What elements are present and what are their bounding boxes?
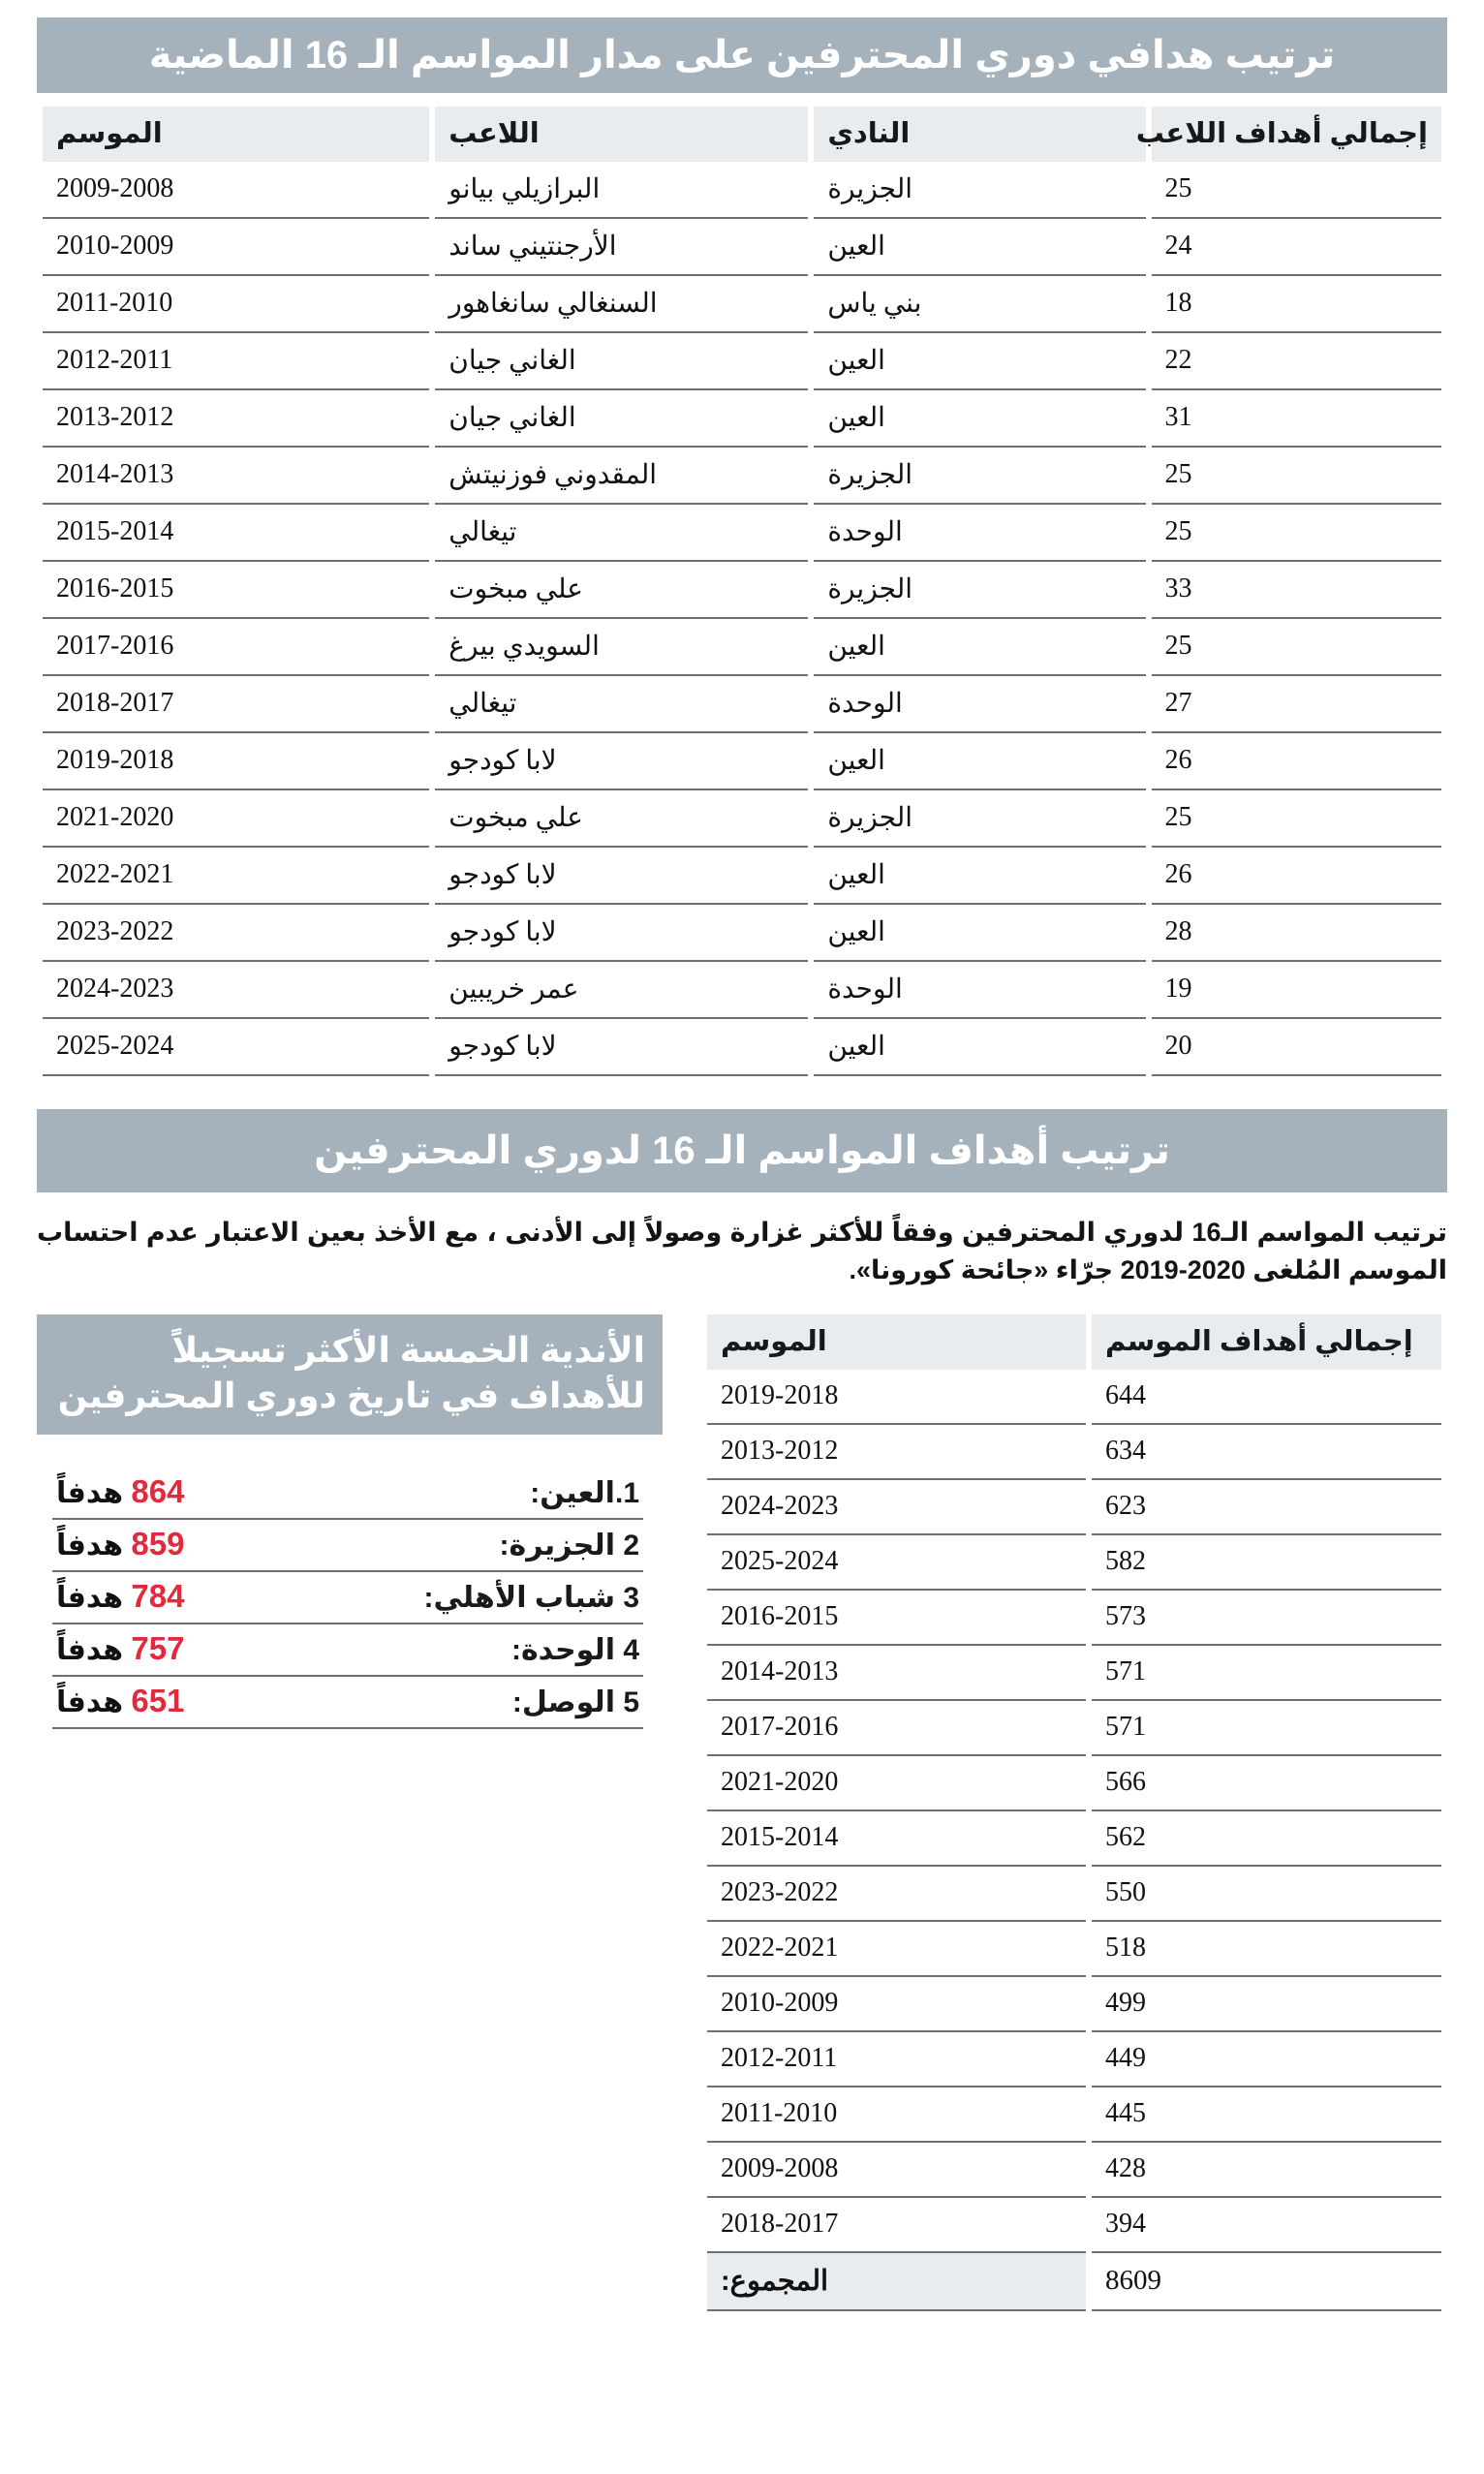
cell-club: بني ياس xyxy=(814,276,1145,333)
lower-area xyxy=(37,1314,1447,2311)
table-row xyxy=(43,905,1441,962)
cell-season-goals: 550 xyxy=(1092,1867,1441,1922)
infographic-page xyxy=(0,17,1484,2474)
list-item xyxy=(52,1572,643,1624)
table-row xyxy=(707,1867,1441,1922)
table-row xyxy=(707,2087,1441,2143)
table-row xyxy=(707,1756,1441,1811)
table-row xyxy=(707,1535,1441,1591)
cell-goals: 33 xyxy=(1152,562,1441,619)
cell-season-goals: 428 xyxy=(1092,2143,1441,2198)
top-clubs-list xyxy=(37,1468,663,1729)
cell-player: لابا كودجو xyxy=(435,905,808,962)
goal-unit-label: هدفاً xyxy=(56,1476,124,1509)
cell-season: 2018-2017 xyxy=(707,2198,1086,2253)
cell-player: السويدي بيرغ xyxy=(435,619,808,676)
club-goal-value: 859 xyxy=(131,1525,185,1562)
cell-season-goals: 445 xyxy=(1092,2087,1441,2143)
cell-player: لابا كودجو xyxy=(435,1019,808,1076)
col-header-season-total-goals: إجمالي أهداف الموسم xyxy=(1092,1314,1441,1370)
table-row xyxy=(707,1922,1441,1977)
table-row xyxy=(707,2143,1441,2198)
cell-season: 2019-2018 xyxy=(707,1370,1086,1425)
cell-season-goals: 449 xyxy=(1092,2032,1441,2087)
cell-player: الأرجنتيني ساند xyxy=(435,219,808,276)
cell-goals: 19 xyxy=(1152,962,1441,1019)
cell-season: 2010-2009 xyxy=(43,219,429,276)
cell-club: الجزيرة xyxy=(814,448,1145,505)
club-goal-value: 864 xyxy=(131,1472,185,1509)
top-clubs-title: الأندية الخمسة الأكثر تسجيلاً للأهداف في تاريخ دوري المحترفين xyxy=(37,1314,663,1435)
top-clubs-panel xyxy=(37,1314,663,1729)
cell-season: 2023-2022 xyxy=(707,1867,1086,1922)
table-total-row xyxy=(707,2253,1441,2311)
cell-season-goals: 573 xyxy=(1092,1591,1441,1646)
cell-player: علي مبخوت xyxy=(435,790,808,848)
goal-unit-label: هدفاً xyxy=(56,1581,124,1614)
second-section-title: ترتيب أهداف المواسم الـ 16 لدوري المحترفين xyxy=(37,1109,1447,1192)
table-row xyxy=(43,162,1441,219)
cell-season-goals: 562 xyxy=(1092,1811,1441,1867)
table-row xyxy=(43,676,1441,733)
cell-season: 2011-2010 xyxy=(707,2087,1086,2143)
cell-player: المقدوني فوزنيتش xyxy=(435,448,808,505)
table-row xyxy=(43,619,1441,676)
table-row xyxy=(43,276,1441,333)
col-header-club: النادي xyxy=(814,107,1145,162)
club-goal-value: 651 xyxy=(131,1682,185,1718)
club-goal-value: 784 xyxy=(131,1577,185,1614)
goal-unit-label: هدفاً xyxy=(56,1633,124,1666)
cell-club: العين xyxy=(814,390,1145,448)
club-goal-value: 757 xyxy=(131,1629,185,1666)
cell-season: 2025-2024 xyxy=(707,1535,1086,1591)
top-scorers-table-body xyxy=(43,162,1441,1076)
top-section-title: ترتيب هدافي دوري المحترفين على مدار المواسم الـ 16 الماضية xyxy=(37,17,1447,93)
cell-season: 2013-2012 xyxy=(707,1425,1086,1480)
cell-club: العين xyxy=(814,848,1145,905)
top-scorers-table-head xyxy=(43,107,1441,162)
list-item xyxy=(52,1520,643,1572)
cell-goals: 25 xyxy=(1152,448,1441,505)
cell-club: الجزيرة xyxy=(814,162,1145,219)
cell-player: لابا كودجو xyxy=(435,848,808,905)
club-name: 1.العين: xyxy=(530,1476,639,1509)
seasons-table-body xyxy=(707,1370,1441,2311)
cell-goals: 25 xyxy=(1152,505,1441,562)
table-row xyxy=(707,2198,1441,2253)
cell-season: 2017-2016 xyxy=(43,619,429,676)
club-name: 4 الوحدة: xyxy=(510,1633,639,1666)
cell-season: 2021-2020 xyxy=(707,1756,1086,1811)
cell-goals: 26 xyxy=(1152,848,1441,905)
cell-season-goals: 394 xyxy=(1092,2198,1441,2253)
cell-season: 2022-2021 xyxy=(707,1922,1086,1977)
cell-player: لابا كودجو xyxy=(435,733,808,790)
cell-season: 2023-2022 xyxy=(43,905,429,962)
cell-season-goals: 634 xyxy=(1092,1425,1441,1480)
cell-goals: 27 xyxy=(1152,676,1441,733)
table-row xyxy=(707,1480,1441,1535)
cell-club: العين xyxy=(814,733,1145,790)
cell-season: 2024-2023 xyxy=(43,962,429,1019)
top-scorers-table-wrap xyxy=(37,107,1447,1076)
cell-season-goals: 566 xyxy=(1092,1756,1441,1811)
club-score xyxy=(56,1526,184,1562)
table-row xyxy=(707,1591,1441,1646)
cell-club: العين xyxy=(814,219,1145,276)
table-row xyxy=(43,505,1441,562)
cell-season: 2015-2014 xyxy=(707,1811,1086,1867)
cell-player: البرازيلي بيانو xyxy=(435,162,808,219)
list-item xyxy=(52,1468,643,1520)
cell-goals: 18 xyxy=(1152,276,1441,333)
cell-season-goals: 582 xyxy=(1092,1535,1441,1591)
cell-goals: 31 xyxy=(1152,390,1441,448)
table-row xyxy=(707,1646,1441,1701)
cell-club: الوحدة xyxy=(814,962,1145,1019)
total-value: 8609 xyxy=(1092,2253,1441,2311)
top-scorers-table xyxy=(37,107,1447,1076)
cell-goals: 20 xyxy=(1152,1019,1441,1076)
list-item xyxy=(52,1677,643,1729)
cell-season: 2013-2012 xyxy=(43,390,429,448)
cell-season: 2025-2024 xyxy=(43,1019,429,1076)
col-header-season: الموسم xyxy=(707,1314,1086,1370)
cell-season-goals: 499 xyxy=(1092,1977,1441,2032)
cell-goals: 25 xyxy=(1152,619,1441,676)
table-row xyxy=(43,219,1441,276)
club-score xyxy=(56,1683,184,1719)
cell-season: 2022-2021 xyxy=(43,848,429,905)
goal-unit-label: هدفاً xyxy=(56,1685,124,1718)
cell-goals: 24 xyxy=(1152,219,1441,276)
cell-club: العين xyxy=(814,333,1145,390)
cell-club: العين xyxy=(814,905,1145,962)
cell-season: 2024-2023 xyxy=(707,1480,1086,1535)
table-row xyxy=(707,1701,1441,1756)
cell-season: 2019-2018 xyxy=(43,733,429,790)
cell-goals: 28 xyxy=(1152,905,1441,962)
cell-club: العين xyxy=(814,619,1145,676)
cell-season-goals: 571 xyxy=(1092,1701,1441,1756)
table-row xyxy=(43,962,1441,1019)
col-header-season: الموسم xyxy=(43,107,429,162)
club-name: 3 شباب الأهلي: xyxy=(423,1581,639,1614)
table-row xyxy=(43,1019,1441,1076)
table-row xyxy=(43,390,1441,448)
cell-player: تيغالي xyxy=(435,676,808,733)
cell-player: عمر خريبين xyxy=(435,962,808,1019)
cell-season-goals: 623 xyxy=(1092,1480,1441,1535)
goal-unit-label: هدفاً xyxy=(56,1529,124,1562)
seasons-table-head xyxy=(707,1314,1441,1370)
club-name: 2 الجزيرة: xyxy=(499,1529,639,1562)
table-row xyxy=(43,848,1441,905)
table-row xyxy=(707,1977,1441,2032)
cell-season: 2017-2016 xyxy=(707,1701,1086,1756)
table-row xyxy=(707,1370,1441,1425)
club-name: 5 الوصل: xyxy=(511,1685,639,1718)
seasons-table xyxy=(701,1314,1447,2311)
table-row xyxy=(707,1425,1441,1480)
cell-season: 2018-2017 xyxy=(43,676,429,733)
cell-player: الغاني جيان xyxy=(435,390,808,448)
table-row xyxy=(707,1811,1441,1867)
cell-club: الوحدة xyxy=(814,505,1145,562)
cell-goals: 26 xyxy=(1152,733,1441,790)
cell-player: علي مبخوت xyxy=(435,562,808,619)
table-header-row xyxy=(707,1314,1441,1370)
col-header-total-goals: إجمالي أهداف اللاعب xyxy=(1152,107,1441,162)
list-item xyxy=(52,1624,643,1677)
cell-season-goals: 644 xyxy=(1092,1370,1441,1425)
cell-club: العين xyxy=(814,1019,1145,1076)
table-row xyxy=(43,562,1441,619)
table-row xyxy=(43,733,1441,790)
cell-club: الجزيرة xyxy=(814,562,1145,619)
table-row xyxy=(43,790,1441,848)
table-row xyxy=(707,2032,1441,2087)
cell-goals: 22 xyxy=(1152,333,1441,390)
cell-season: 2014-2013 xyxy=(707,1646,1086,1701)
col-header-player: اللاعب xyxy=(435,107,808,162)
table-row xyxy=(43,448,1441,505)
cell-season: 2010-2009 xyxy=(707,1977,1086,2032)
seasons-table-wrap xyxy=(701,1314,1447,2311)
cell-season: 2016-2015 xyxy=(43,562,429,619)
total-label: المجموع: xyxy=(707,2253,1086,2311)
cell-player: تيغالي xyxy=(435,505,808,562)
cell-season: 2016-2015 xyxy=(707,1591,1086,1646)
second-section-description: ترتيب المواسم الـ16 لدوري المحترفين وفقاً للأكثر غزارة وصولاً إلى الأدنى ، مع الأخذ بعين الاعتبار عدم احتساب الموسم المُلغى 2020-2019 جرّاء «جائحة كورونا». xyxy=(37,1218,1448,1285)
club-score xyxy=(56,1473,184,1510)
cell-season: 2014-2013 xyxy=(43,448,429,505)
table-header-row xyxy=(43,107,1441,162)
cell-season: 2009-2008 xyxy=(707,2143,1086,2198)
cell-season-goals: 571 xyxy=(1092,1646,1441,1701)
cell-goals: 25 xyxy=(1152,790,1441,848)
club-score xyxy=(56,1578,184,1615)
cell-season: 2015-2014 xyxy=(43,505,429,562)
cell-season: 2011-2010 xyxy=(43,276,429,333)
cell-player: الغاني جيان xyxy=(435,333,808,390)
cell-club: الوحدة xyxy=(814,676,1145,733)
cell-season-goals: 518 xyxy=(1092,1922,1441,1977)
cell-player: السنغالي سانغاهور xyxy=(435,276,808,333)
cell-season: 2012-2011 xyxy=(43,333,429,390)
club-score xyxy=(56,1630,184,1667)
cell-season: 2009-2008 xyxy=(43,162,429,219)
cell-season: 2021-2020 xyxy=(43,790,429,848)
table-row xyxy=(43,333,1441,390)
cell-club: الجزيرة xyxy=(814,790,1145,848)
cell-season: 2012-2011 xyxy=(707,2032,1086,2087)
cell-goals: 25 xyxy=(1152,162,1441,219)
